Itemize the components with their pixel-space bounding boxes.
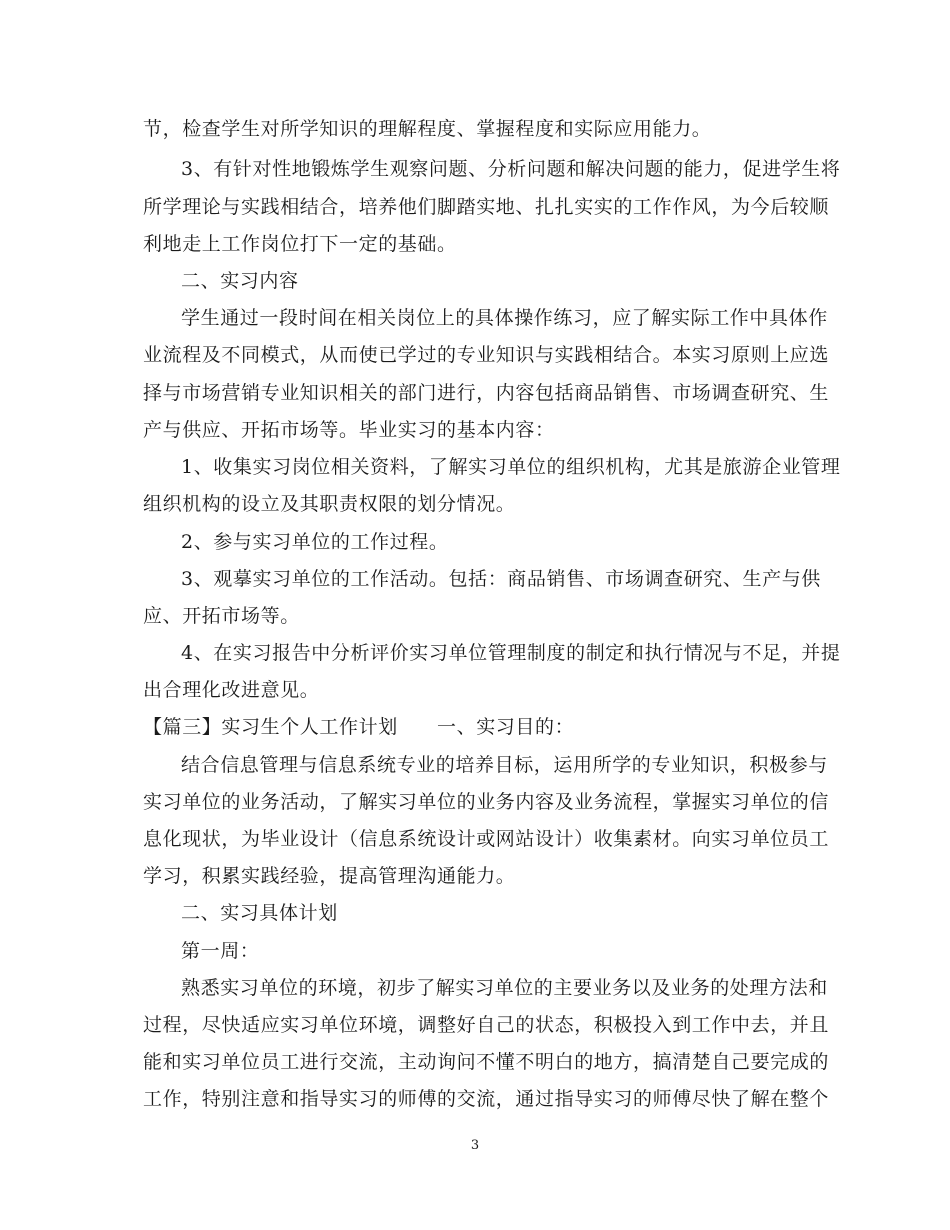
text-line: 利地走上工作岗位打下一定的基础。 [143, 233, 457, 255]
text-line: 节，检查学生对所学知识的理解程度、掌握程度和实际应用能力。 [143, 118, 712, 140]
section-heading: 二、实习具体计划 [181, 902, 338, 924]
page-number: 3 [470, 1138, 480, 1153]
text-line: 组织机构的设立及其职责权限的划分情况。 [143, 493, 516, 515]
text-line: 息化现状，为毕业设计（信息系统设计或网站设计）收集素材。向实习单位员工 [143, 828, 830, 850]
text-line: 所学理论与实践相结合，培养他们脚踏实地、扎扎实实的工作作风，为今后较顺 [143, 196, 830, 218]
text-line: 3、有针对性地锻炼学生观察问题、分析问题和解决问题的能力，促进学生将 [181, 158, 841, 180]
text-line: 工作，特别注意和指导实习的师傅的交流，通过指导实习的师傅尽快了解在整个 [143, 1088, 830, 1110]
text-line: 学习，积累实践经验，提高管理沟通能力。 [143, 865, 516, 887]
text-line: 4、在实习报告中分析评价实习单位管理制度的制定和执行情况与不足，并提 [181, 642, 841, 664]
text-line: 熟悉实习单位的环境，初步了解实习单位的主要业务以及业务的处理方法和 [181, 977, 828, 999]
text-line: 能和实习单位员工进行交流，主动询问不懂不明白的地方，搞清楚自己要完成的 [143, 1051, 830, 1073]
text-line: 过程，尽快适应实习单位环境，调整好自己的状态，积极投入到工作中去，并且 [143, 1014, 830, 1036]
text-line: 实习单位的业务活动，了解实习单位的业务内容及业务流程，掌握实习单位的信 [143, 791, 830, 813]
article-heading: 【篇三】实习生个人工作计划 一、实习目的： [143, 716, 575, 738]
text-line: 2、参与实习单位的工作过程。 [181, 531, 449, 553]
text-line: 1、收集实习岗位相关资料，了解实习单位的组织机构，尤其是旅游企业管理 [181, 456, 841, 478]
text-line: 结合信息管理与信息系统专业的培养目标，运用所学的专业知识，积极参与 [181, 754, 828, 776]
text-line: 3、观摹实习单位的工作活动。包括：商品销售、市场调查研究、生产与供 [181, 568, 821, 590]
text-line: 产与供应、开拓市场等。毕业实习的基本内容： [143, 419, 555, 441]
text-line: 学生通过一段时间在相关岗位上的具体操作练习，应了解实际工作中具体作 [181, 307, 828, 329]
text-line: 应、开拓市场等。 [143, 605, 300, 627]
section-heading: 二、实习内容 [181, 270, 299, 292]
text-line: 出合理化改进意见。 [143, 679, 320, 701]
text-line: 业流程及不同模式，从而使已学过的专业知识与实践相结合。本实习原则上应选 [143, 344, 830, 366]
text-line: 择与市场营销专业知识相关的部门进行，内容包括商品销售、市场调查研究、生 [143, 382, 830, 404]
subsection-heading: 第一周： [181, 940, 260, 962]
